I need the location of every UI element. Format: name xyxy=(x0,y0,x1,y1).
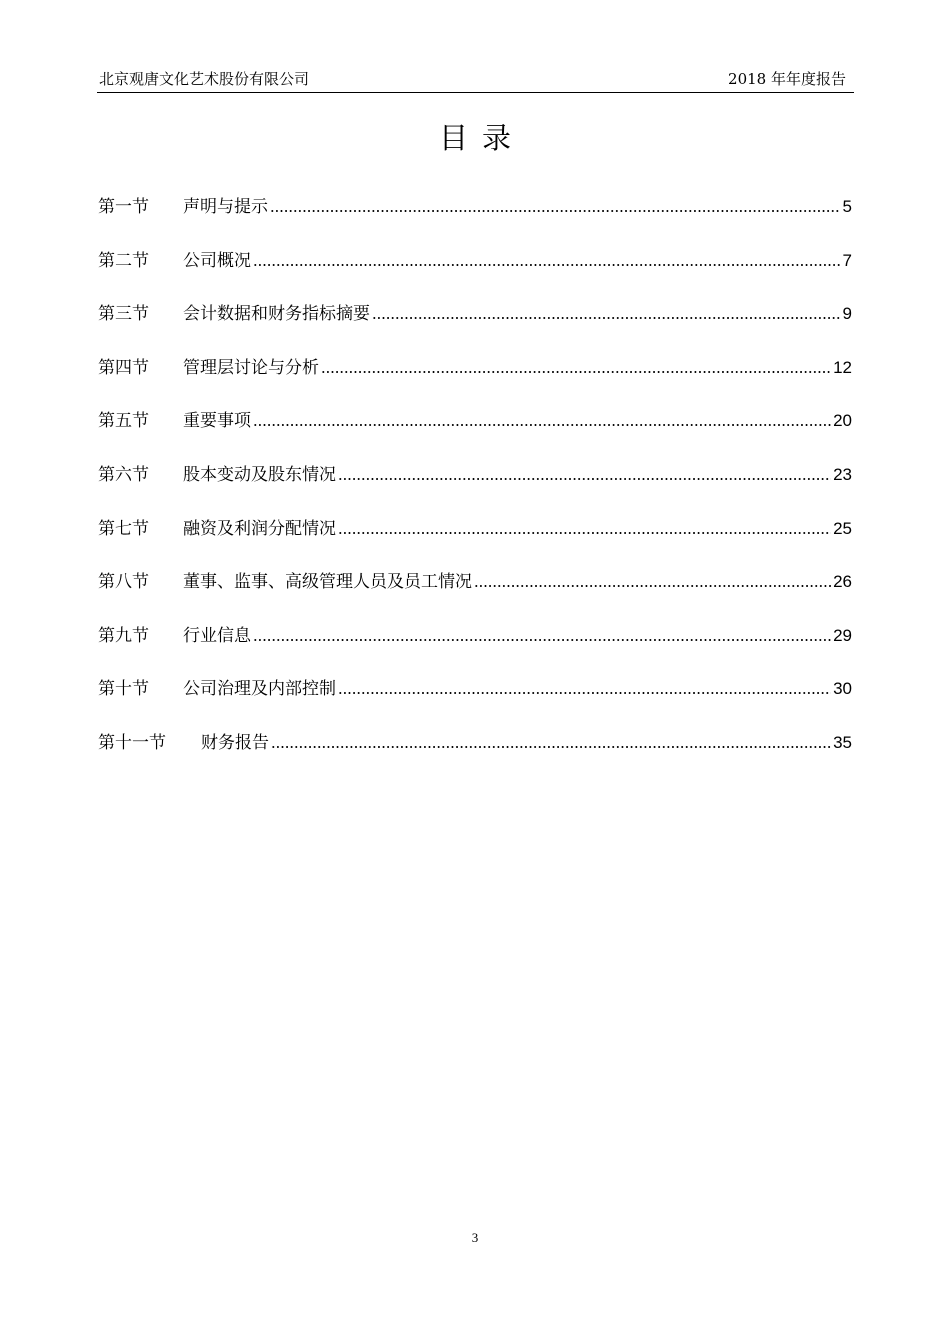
toc-leader-dots xyxy=(338,462,831,481)
toc-page-number: 35 xyxy=(833,732,852,752)
toc-entry-8[interactable] xyxy=(98,569,852,623)
toc-section-label: 第一节 xyxy=(98,197,149,217)
toc-page-number: 29 xyxy=(833,625,852,645)
toc-entry-3[interactable] xyxy=(98,301,852,355)
toc-page-number: 23 xyxy=(833,464,852,484)
toc-section-name: 行业信息 xyxy=(183,625,251,646)
toc-entry-11[interactable] xyxy=(98,730,852,784)
page-title: 目录 xyxy=(438,121,525,155)
toc-page-number: 30 xyxy=(833,679,852,699)
toc-leader-dots xyxy=(338,516,831,535)
toc-page-number: 5 xyxy=(842,197,852,216)
toc-section-name: 融资及利润分配情况 xyxy=(183,518,336,539)
toc-entry-2[interactable] xyxy=(98,248,852,302)
toc-section-label: 第三节 xyxy=(98,304,149,325)
table-of-contents xyxy=(98,194,852,784)
toc-entry-7[interactable] xyxy=(98,516,852,570)
page-header xyxy=(97,66,854,93)
toc-entry-4[interactable] xyxy=(98,355,852,409)
toc-page-number: 25 xyxy=(833,518,852,538)
toc-section-name: 会计数据和财务指标摘要 xyxy=(183,304,370,325)
toc-section-label: 第六节 xyxy=(98,464,149,485)
toc-section-label: 第四节 xyxy=(98,357,149,378)
toc-section-name: 董事、监事、高级管理人员及员工情况 xyxy=(183,572,472,593)
toc-page-number: 26 xyxy=(833,572,852,592)
toc-section-name: 重要事项 xyxy=(183,411,251,432)
toc-leader-dots xyxy=(321,355,831,374)
toc-section-name: 管理层讨论与分析 xyxy=(183,357,319,378)
header-company-name: 北京观唐文化艺术股份有限公司 xyxy=(99,70,310,88)
toc-page-number: 20 xyxy=(833,411,852,431)
toc-section-name: 股本变动及股东情况 xyxy=(183,464,336,485)
header-report-title: 2018 年年度报告 xyxy=(728,70,846,88)
toc-section-label: 第二节 xyxy=(98,250,149,271)
toc-leader-dots xyxy=(253,623,831,642)
toc-leader-dots xyxy=(253,248,841,267)
toc-section-name: 声明与提示 xyxy=(183,197,268,217)
toc-entry-10[interactable] xyxy=(98,676,852,730)
toc-section-name: 公司治理及内部控制 xyxy=(183,679,336,700)
toc-section-label: 第十一节 xyxy=(98,732,166,753)
toc-section-label: 第十节 xyxy=(98,679,149,700)
toc-entry-5[interactable] xyxy=(98,408,852,462)
toc-leader-dots xyxy=(253,408,831,427)
toc-leader-dots xyxy=(338,676,831,695)
toc-page-number: 7 xyxy=(842,250,852,270)
toc-leader-dots xyxy=(270,194,841,213)
toc-leader-dots xyxy=(474,569,831,588)
toc-section-label: 第五节 xyxy=(98,411,149,432)
toc-section-label: 第八节 xyxy=(98,572,149,593)
page-number: 3 xyxy=(471,1230,479,1245)
toc-section-name: 财务报告 xyxy=(201,732,269,753)
toc-entry-6[interactable] xyxy=(98,462,852,516)
toc-page-number: 9 xyxy=(842,304,852,324)
toc-entry-9[interactable] xyxy=(98,623,852,677)
toc-leader-dots xyxy=(372,301,841,320)
toc-section-name: 公司概况 xyxy=(183,250,251,271)
toc-section-label: 第七节 xyxy=(98,518,149,539)
toc-leader-dots xyxy=(271,730,831,749)
toc-section-label: 第九节 xyxy=(98,625,149,646)
toc-entry-1[interactable] xyxy=(98,194,852,248)
toc-page-number: 12 xyxy=(833,357,852,377)
